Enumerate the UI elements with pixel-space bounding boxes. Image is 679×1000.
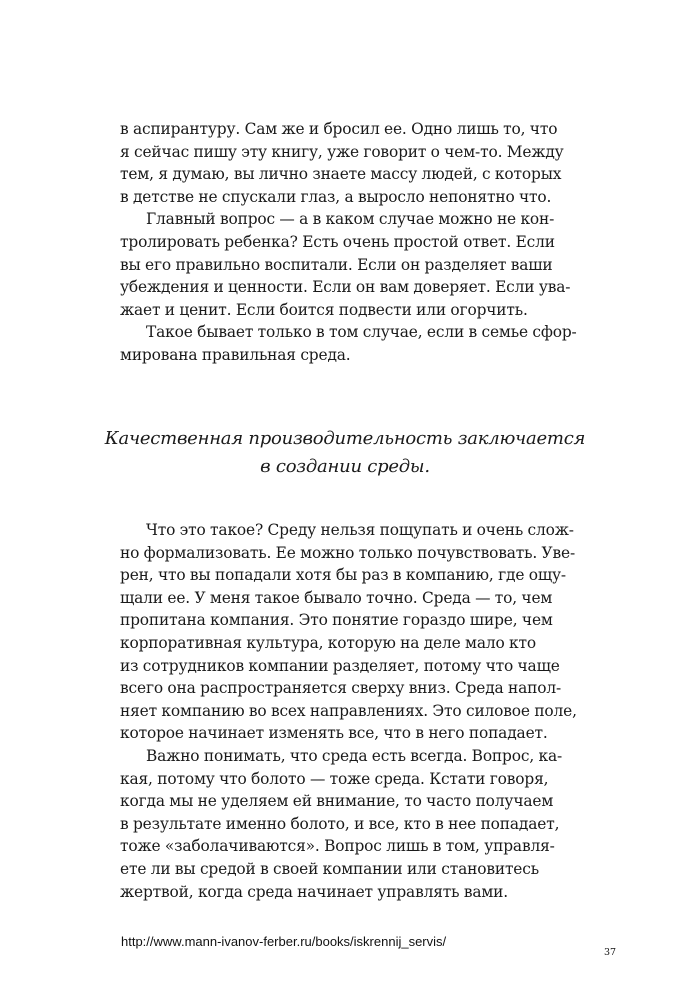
text-line: я сейчас пишу эту книгу, уже говорит о чем-то. Между (120, 142, 564, 161)
text-line: в детстве не спускали глаз, а выросло непонятно что. (120, 187, 552, 206)
text-line: жертвой, когда среда начинает управлять вами. (120, 882, 509, 901)
text-line: Такое бывает только в том случае, если в семье сфор- (146, 323, 577, 342)
text-line: пропитана компания. Это понятие гораздо шире, чем (120, 611, 553, 630)
text-line: в аспирантуру. Сам же и бросил ее. Одно лишь то, что (120, 120, 558, 138)
text-line: мирована правильная среда. (120, 345, 351, 364)
text-line: когда мы не уделяем ей внимание, то часто получаем (120, 792, 554, 811)
text-line: вы его правильно воспитали. Если он разделяет ваши (120, 255, 553, 274)
text-line: няет компанию во всех направлениях. Это силовое поле, (120, 701, 577, 720)
text-line: ете ли вы средой в своей компании или становитесь (120, 859, 539, 878)
text-line: Что это такое? Среду нельзя пощупать и очень слож- (146, 521, 574, 539)
text-line: тоже «заболачиваются». Вопрос лишь в том, управля- (120, 837, 555, 856)
text-line: тролировать ребенка? Есть очень простой ответ. Если (120, 232, 555, 251)
text-line: корпоративная культура, которую на деле мало кто (120, 633, 537, 652)
footer-url[interactable]: http://www.mann-ivanov-ferber.ru/books/iskrennij_servis/ (121, 934, 447, 949)
text-line: рен, что вы попадали хотя бы раз в компанию, где ощу- (120, 566, 566, 585)
text-line: Важно понимать, что среда есть всегда. Вопрос, ка- (146, 746, 563, 765)
text-line: щали ее. У меня такое бывало точно. Среда — то, чем (120, 588, 553, 607)
text-line: убеждения и ценности. Если он вам доверяет. Если ува- (120, 278, 571, 297)
pull-quote (100, 425, 590, 481)
pull-quote-line: в создании среды. (260, 456, 430, 477)
text-line: Главный вопрос — а в каком случае можно не кон- (146, 210, 555, 229)
pull-quote-line: Качественная производительность заключается (104, 428, 586, 449)
text-line: кая, потому что болото — тоже среда. Кстати говоря, (120, 769, 549, 788)
text-line: в результате именно болото, и все, кто в нее попадает, (120, 814, 560, 833)
text-line: всего она распространяется сверху вниз. Среда напол- (120, 679, 562, 698)
text-line: которое начинает изменять все, что в него попадает. (120, 724, 548, 743)
text-line: из сотрудников компании разделяет, потому что чаще (120, 656, 560, 675)
body-text-bottom (120, 519, 577, 903)
text-line: но формализовать. Ее можно только почувствовать. Уве- (120, 543, 576, 562)
page-number: 37 (604, 947, 617, 958)
text-line: тем, я думаю, вы лично знаете массу людей, с которых (120, 165, 562, 184)
text-line: жает и ценит. Если боится подвести или огорчить. (120, 300, 528, 319)
body-text-top (120, 118, 577, 367)
